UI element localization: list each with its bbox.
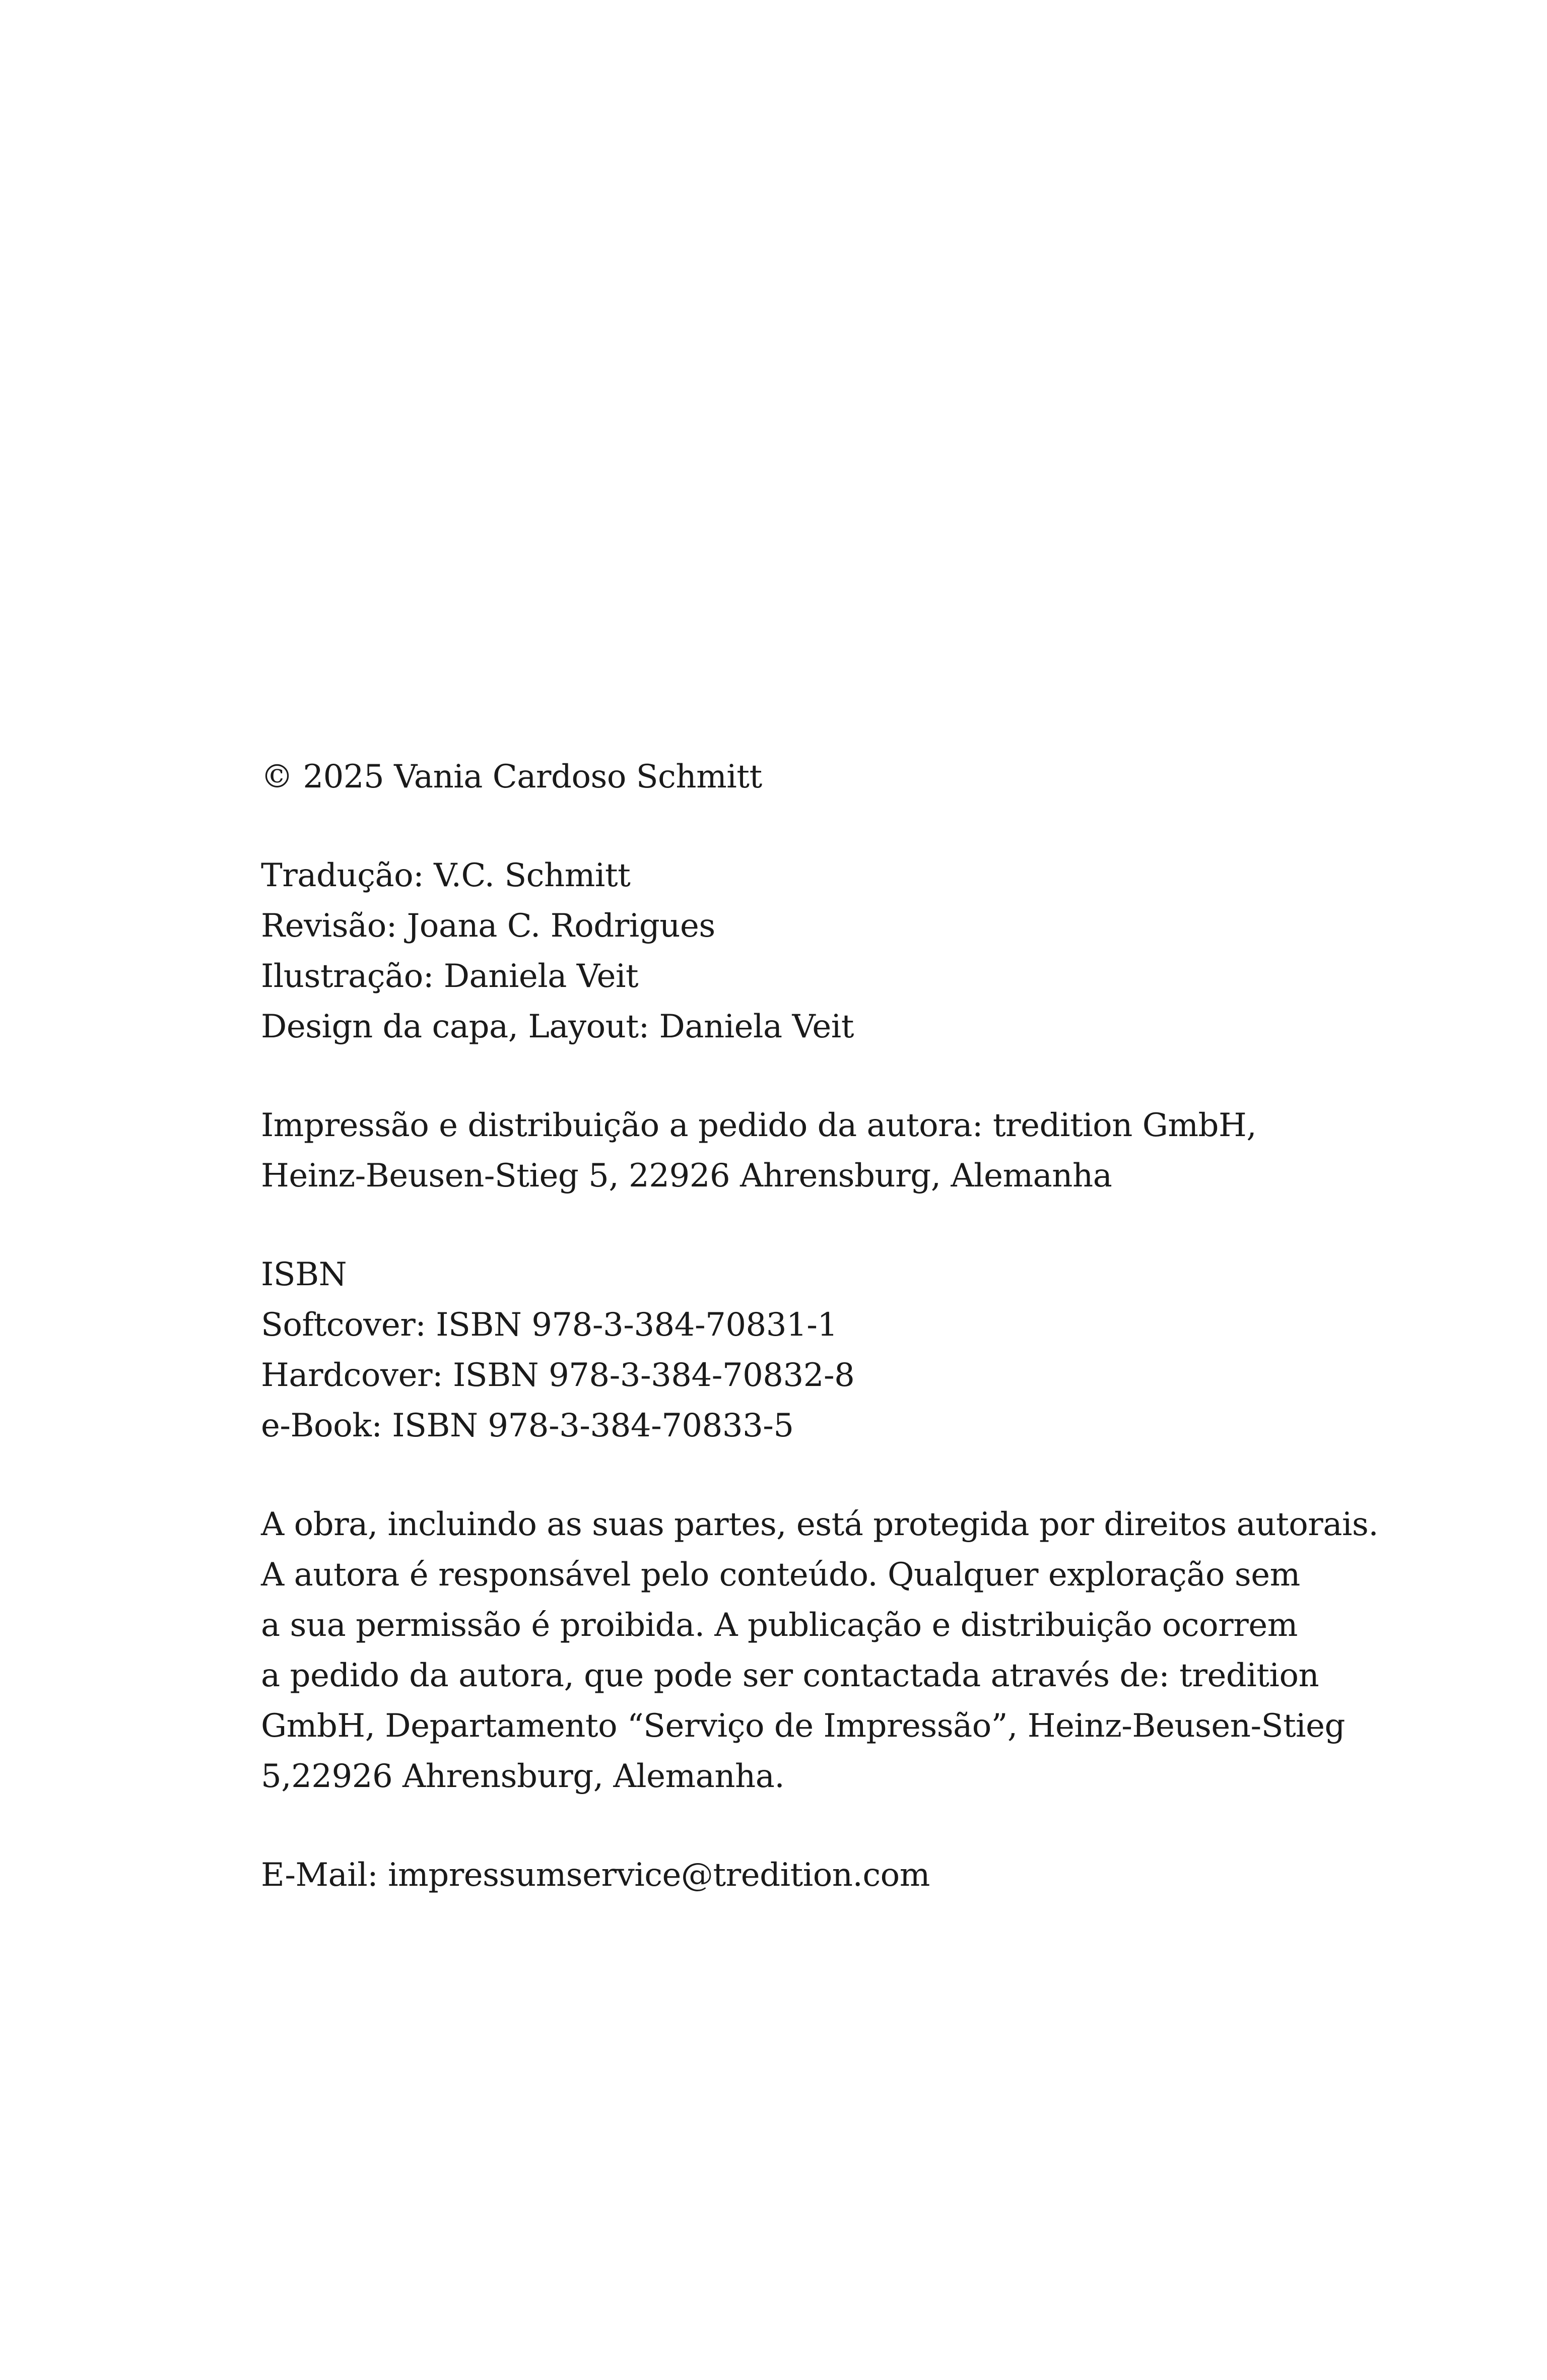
translation-credit: Tradução: V.C. Schmitt (261, 857, 631, 894)
isbn-heading: ISBN (261, 1256, 347, 1293)
copyright-section (261, 752, 1319, 802)
legal-line: 5,22926 Ahrensburg, Alemanha. (261, 1758, 785, 1795)
contact-section (261, 1850, 1319, 1900)
section-spacer (261, 1802, 1319, 1850)
section-spacer (261, 1052, 1319, 1100)
revision-credit: Revisão: Joana C. Rodrigues (261, 907, 715, 945)
isbn-ebook: e-Book: ISBN 978-3-384-70833-5 (261, 1407, 794, 1444)
section-spacer (261, 1451, 1319, 1499)
printing-section (261, 1100, 1319, 1201)
legal-line: a sua permissão é proibida. A publicação e distribuição ocorrem (261, 1607, 1298, 1644)
printing-line: Impressão e distribuição a pedido da autora: tredition GmbH, (261, 1107, 1257, 1144)
section-spacer (261, 1201, 1319, 1249)
isbn-section (261, 1249, 1319, 1451)
printing-address-line: Heinz-Beusen-Stieg 5, 22926 Ahrensburg, Alemanha (261, 1157, 1112, 1195)
legal-line: GmbH, Departamento “Serviço de Impressão”, Heinz-Beusen-Stieg (261, 1707, 1345, 1745)
design-credit: Design da capa, Layout: Daniela Veit (261, 1008, 854, 1045)
section-spacer (261, 802, 1319, 850)
isbn-softcover: Softcover: ISBN 978-3-384-70831-1 (261, 1306, 838, 1344)
legal-section (261, 1499, 1379, 1802)
legal-line: A autora é responsável pelo conteúdo. Qualquer exploração sem (261, 1556, 1300, 1594)
contact-email: E-Mail: impressumservice@tredition.com (261, 1857, 930, 1894)
copyright-line: © 2025 Vania Cardoso Schmitt (261, 758, 762, 796)
illustration-credit: Ilustração: Daniela Veit (261, 958, 639, 995)
legal-line: A obra, incluindo as suas partes, está protegida por direitos autorais. (261, 1506, 1379, 1543)
credits-section (261, 850, 1319, 1052)
imprint-block (261, 752, 1379, 1900)
legal-line: a pedido da autora, que pode ser contactada através de: tredition (261, 1657, 1319, 1694)
isbn-hardcover: Hardcover: ISBN 978-3-384-70832-8 (261, 1357, 855, 1394)
